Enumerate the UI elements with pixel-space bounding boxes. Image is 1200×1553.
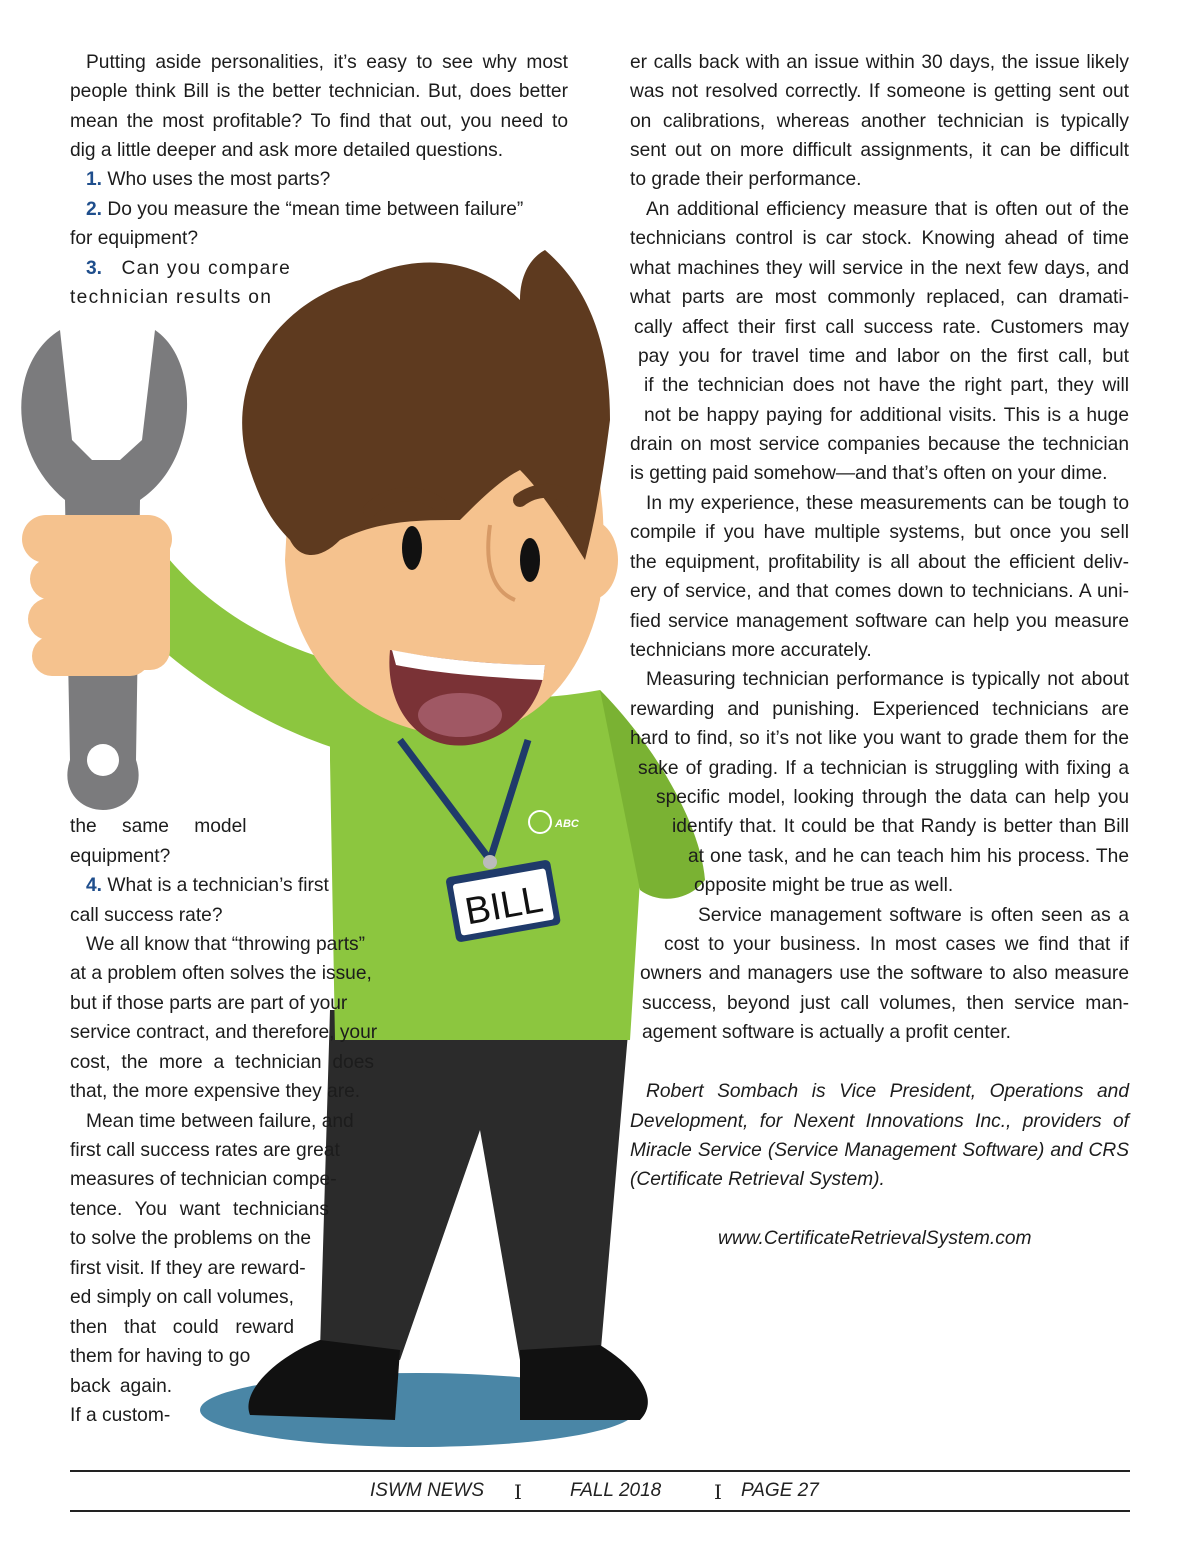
question-4: [86, 874, 329, 898]
right-text-line: drain on most service companies because the technician: [630, 434, 1129, 455]
right-text-line: Measuring technician performance is typically not about: [646, 669, 1129, 690]
question-number: 2.: [86, 199, 103, 220]
hair: [242, 250, 610, 560]
left-text-line: ed simply on call volumes,: [70, 1287, 294, 1308]
question-4-cont: call success rate?: [70, 905, 223, 926]
left-text-line: people think Bill is the better technician. But, does better: [70, 81, 568, 102]
right-text-line: fied service management software can help you measure: [630, 611, 1129, 632]
left-text-line: Mean time between failure, and: [86, 1111, 354, 1132]
question-3-cont: technician results on: [70, 287, 273, 308]
right-text-line: what machines they will service in the next few days, and: [630, 258, 1129, 279]
left-text-line: them for having to go: [70, 1346, 251, 1367]
question-number: 1.: [86, 169, 103, 190]
right-text-line: rewarding and punishing. Experienced technicians are: [630, 699, 1129, 720]
right-text-line: In my experience, these measurements can be tough to: [646, 493, 1129, 514]
right-text-line: An additional efficiency measure that is often out of the: [646, 199, 1129, 220]
right-text-line: hard to find, so it’s not like you want to grade them for the: [630, 728, 1129, 749]
left-text-line: to solve the problems on the: [70, 1228, 312, 1249]
svg-text:ABC: ABC: [555, 818, 579, 830]
right-text-line: to grade their performance.: [630, 169, 862, 190]
question-text: Can you compare: [121, 258, 291, 279]
left-text-line: first call success rates are great: [70, 1140, 340, 1161]
left-text-line: that, the more expensive they are.: [70, 1081, 361, 1102]
right-text-line: success, beyond just call volumes, then service man-: [642, 993, 1129, 1014]
right-text-line: identify that. It could be that Randy is better than Bill: [672, 816, 1129, 837]
right-text-line: agement software is actually a profit center.: [642, 1022, 1012, 1043]
question-2-cont: for equipment?: [70, 228, 198, 249]
footer-page: PAGE 27: [741, 1480, 819, 1501]
left-text-line: mean the most profitable? To find that out, you need to: [70, 111, 568, 132]
left-text-line: Putting aside personalities, it’s easy to see why most: [86, 52, 568, 73]
question-3: [86, 257, 291, 281]
author-bio-line: (Certificate Retrieval System).: [630, 1169, 885, 1190]
footer-separator: I: [714, 1480, 722, 1504]
left-text-line: service contract, and therefore, your: [70, 1022, 378, 1043]
right-text-line: technicians control is car stock. Knowing ahead of time: [630, 228, 1129, 249]
right-text-line: if the technician does not have the right part, they will: [644, 375, 1129, 396]
question-text: What is a technician’s first: [107, 875, 329, 896]
footer-issue: FALL 2018: [570, 1480, 662, 1501]
question-text: Do you measure the “mean time between failure”: [107, 199, 524, 220]
right-text-line: what parts are most commonly replaced, can dramati-: [630, 287, 1129, 308]
left-shoe: [248, 1340, 400, 1420]
left-text-line: dig a little deeper and ask more detailed questions.: [70, 140, 504, 161]
footer-publication: ISWM NEWS: [370, 1480, 484, 1501]
right-text-line: specific model, looking through the data can help you: [656, 787, 1129, 808]
right-text-line: is getting paid somehow—and that’s often on your dime.: [630, 463, 1108, 484]
badge-text: BILL: [461, 878, 547, 934]
question-1: [86, 168, 330, 192]
right-text-line: compile if you have multiple systems, but once you sell: [630, 522, 1129, 543]
right-text-line: owners and managers use the software to also measure: [640, 963, 1129, 984]
left-text-line: cost, the more a technician does: [70, 1052, 374, 1073]
right-shoe: [520, 1345, 648, 1420]
right-text-line: sent out on more difficult assignments, it can be difficult: [630, 140, 1129, 161]
right-text-line: er calls back with an issue within 30 days, the issue likely: [630, 52, 1129, 73]
author-bio-line: Miracle Service (Service Management Software) and CRS: [630, 1140, 1129, 1161]
right-text-line: on calibrations, whereas another technician is typically: [630, 111, 1129, 132]
author-bio-line: Development, for Nexent Innovations Inc., providers of: [630, 1111, 1129, 1132]
right-text-line: technicians more accurately.: [630, 640, 872, 661]
author-bio-line: Robert Sombach is Vice President, Operations and: [646, 1081, 1129, 1102]
left-eye: [402, 526, 422, 570]
left-text-line: We all know that “throwing parts”: [86, 934, 366, 955]
left-text-line: at a problem often solves the issue,: [70, 963, 372, 984]
question-3-cont: the same model: [70, 816, 247, 837]
hand: [22, 515, 172, 676]
right-text-line: cost to your business. In most cases we find that if: [664, 934, 1129, 955]
right-text-line: Service management software is often seen as a: [698, 905, 1129, 926]
right-text-line: cally affect their first call success rate. Customers may: [634, 317, 1129, 338]
right-text-line: sake of grading. If a technician is struggling with fixing a: [638, 758, 1129, 779]
right-text-line: not be happy paying for additional visits. This is a huge: [644, 405, 1129, 426]
question-number: 3.: [86, 258, 103, 279]
right-text-line: pay you for travel time and labor on the first call, but: [638, 346, 1129, 367]
question-text: Who uses the most parts?: [107, 169, 331, 190]
left-text-line: tence. You want technicians: [70, 1199, 329, 1220]
question-number: 4.: [86, 875, 103, 896]
right-text-line: ery of service, and that comes down to technicians. A uni-: [630, 581, 1129, 602]
right-text-line: opposite might be true as well.: [694, 875, 954, 896]
left-text-line: If a custom-: [70, 1405, 171, 1426]
left-text-line: first visit. If they are reward-: [70, 1258, 306, 1279]
website-url: www.CertificateRetrievalSystem.com: [718, 1228, 1032, 1249]
left-text-line: then that could reward: [70, 1317, 294, 1338]
right-text-line: the equipment, profitability is all about the efficient deliv-: [630, 552, 1129, 573]
left-text-line: measures of technician compe-: [70, 1169, 337, 1190]
right-eye: [520, 538, 540, 582]
right-text-line: at one task, and he can teach him his process. The: [688, 846, 1129, 867]
question-2: [86, 198, 523, 222]
right-text-line: was not resolved correctly. If someone is getting sent out: [630, 81, 1129, 102]
footer-separator: I: [514, 1480, 522, 1504]
left-text-line: but if those parts are part of your: [70, 993, 348, 1014]
left-text-line: back again.: [70, 1376, 173, 1397]
question-3-cont: equipment?: [70, 846, 171, 867]
